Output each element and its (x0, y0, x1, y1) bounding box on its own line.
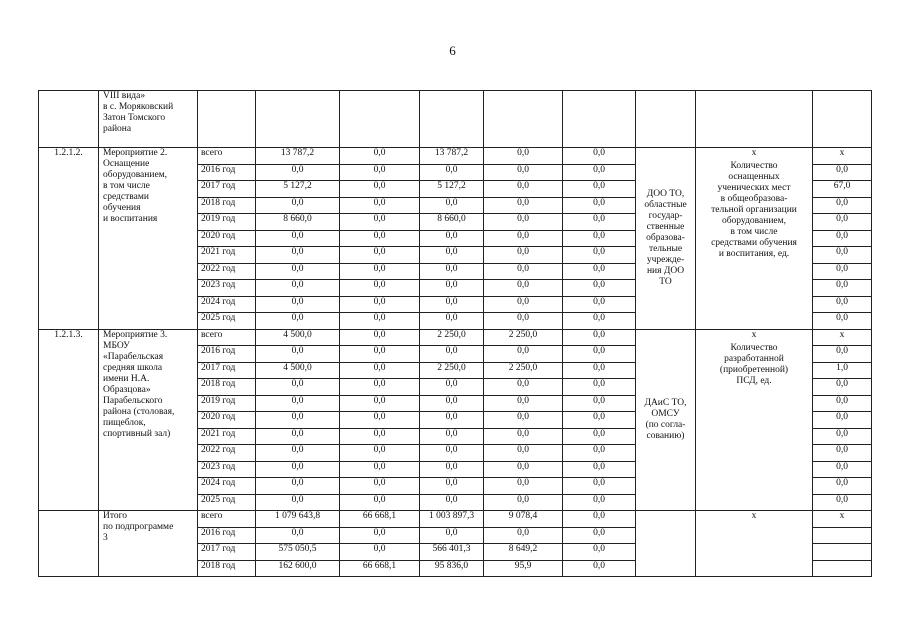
year-cell: всего (198, 148, 256, 165)
local-cell: 0,0 (484, 230, 563, 247)
regional-cell: 8 660,0 (420, 214, 484, 231)
regional-cell: 95 836,0 (420, 560, 484, 577)
local-cell: 0,0 (484, 395, 563, 412)
empty-cell (696, 91, 813, 148)
indicator-value: х (813, 329, 872, 346)
indicator-cell (696, 511, 813, 577)
year-cell: 2022 год (198, 263, 256, 280)
extra-cell: 0,0 (563, 181, 636, 198)
extra-cell: 0,0 (563, 214, 636, 231)
total-cell: 4 500,0 (256, 329, 340, 346)
regional-cell: 13 787,2 (420, 148, 484, 165)
local-cell: 0,0 (484, 296, 563, 313)
table-row (39, 91, 872, 148)
local-cell: 8 649,2 (484, 544, 563, 561)
federal-cell: 0,0 (340, 527, 420, 544)
total-cell: 0,0 (256, 230, 340, 247)
regional-cell: 566 401,3 (420, 544, 484, 561)
indicator-value: х (813, 511, 872, 528)
local-cell: 0,0 (484, 346, 563, 363)
total-cell: 0,0 (256, 445, 340, 462)
executor-cell (636, 511, 696, 577)
year-cell: 2020 год (198, 412, 256, 429)
regional-cell: 0,0 (420, 445, 484, 462)
federal-cell: 0,0 (340, 280, 420, 297)
indicator-value: 0,0 (813, 461, 872, 478)
local-cell: 0,0 (484, 164, 563, 181)
local-cell: 0,0 (484, 247, 563, 264)
program-table (38, 90, 872, 577)
year-cell: 2025 год (198, 494, 256, 511)
regional-cell: 5 127,2 (420, 181, 484, 198)
total-cell: 8 660,0 (256, 214, 340, 231)
local-cell: 95,9 (484, 560, 563, 577)
extra-cell: 0,0 (563, 296, 636, 313)
year-cell: 2023 год (198, 461, 256, 478)
regional-cell: 0,0 (420, 412, 484, 429)
empty-cell (198, 91, 256, 148)
total-cell: 0,0 (256, 395, 340, 412)
extra-cell: 0,0 (563, 461, 636, 478)
local-cell: 0,0 (484, 313, 563, 330)
total-cell: 575 050,5 (256, 544, 340, 561)
total-cell: 0,0 (256, 527, 340, 544)
extra-cell: 0,0 (563, 346, 636, 363)
local-cell: 0,0 (484, 445, 563, 462)
activity-code: 1.2.1.3. (39, 329, 99, 511)
extra-cell: 0,0 (563, 329, 636, 346)
extra-cell: 0,0 (563, 313, 636, 330)
year-cell: 2017 год (198, 181, 256, 198)
year-cell: 2018 год (198, 560, 256, 577)
regional-cell: 0,0 (420, 461, 484, 478)
federal-cell: 66 668,1 (340, 560, 420, 577)
indicator-value: 0,0 (813, 230, 872, 247)
total-cell: 0,0 (256, 461, 340, 478)
year-cell: 2016 год (198, 346, 256, 363)
local-cell: 0,0 (484, 197, 563, 214)
total-cell: 1 079 643,8 (256, 511, 340, 528)
regional-cell: 0,0 (420, 313, 484, 330)
indicator-value (813, 544, 872, 561)
extra-cell: 0,0 (563, 445, 636, 462)
local-cell: 0,0 (484, 527, 563, 544)
federal-cell: 0,0 (340, 346, 420, 363)
local-cell: 0,0 (484, 148, 563, 165)
local-cell: 0,0 (484, 214, 563, 231)
activity-name-cell: VIII вида» в с. Моряковский Затон Томского района (99, 91, 198, 148)
local-cell: 0,0 (484, 263, 563, 280)
total-cell: 0,0 (256, 494, 340, 511)
indicator-x: х (751, 329, 757, 340)
regional-cell: 2 250,0 (420, 329, 484, 346)
federal-cell: 0,0 (340, 412, 420, 429)
regional-cell: 2 250,0 (420, 362, 484, 379)
year-cell: 2017 год (198, 544, 256, 561)
indicator-value: 0,0 (813, 395, 872, 412)
federal-cell: 0,0 (340, 214, 420, 231)
federal-cell: 0,0 (340, 379, 420, 396)
local-cell: 0,0 (484, 428, 563, 445)
year-cell: 2024 год (198, 478, 256, 495)
total-cell: 162 600,0 (256, 560, 340, 577)
activity-name: Мероприятие 2. Оснащение оборудованием, в том числе средствами обучения и воспитания (99, 148, 198, 330)
regional-cell: 0,0 (420, 494, 484, 511)
local-cell: 0,0 (484, 412, 563, 429)
regional-cell: 0,0 (420, 164, 484, 181)
total-cell: 0,0 (256, 247, 340, 264)
year-cell: 2021 год (198, 428, 256, 445)
regional-cell: 0,0 (420, 263, 484, 280)
empty-cell (813, 91, 872, 148)
federal-cell: 0,0 (340, 296, 420, 313)
table-row (39, 148, 872, 165)
total-cell: 0,0 (256, 428, 340, 445)
total-cell: 0,0 (256, 263, 340, 280)
federal-cell: 0,0 (340, 247, 420, 264)
total-cell: 0,0 (256, 296, 340, 313)
federal-cell: 0,0 (340, 197, 420, 214)
table-row (39, 511, 872, 528)
total-cell: 0,0 (256, 478, 340, 495)
regional-cell: 0,0 (420, 379, 484, 396)
indicator-cell (696, 148, 813, 330)
total-cell: 0,0 (256, 346, 340, 363)
extra-cell: 0,0 (563, 247, 636, 264)
federal-cell: 0,0 (340, 461, 420, 478)
extra-cell: 0,0 (563, 395, 636, 412)
empty-cell (340, 91, 420, 148)
extra-cell: 0,0 (563, 230, 636, 247)
indicator-value: 0,0 (813, 214, 872, 231)
indicator-value: 0,0 (813, 197, 872, 214)
regional-cell: 0,0 (420, 230, 484, 247)
regional-cell: 0,0 (420, 280, 484, 297)
year-cell: 2020 год (198, 230, 256, 247)
indicator-value: 0,0 (813, 412, 872, 429)
local-cell: 2 250,0 (484, 329, 563, 346)
indicator-value: 0,0 (813, 346, 872, 363)
year-cell: 2021 год (198, 247, 256, 264)
indicator-value: 1,0 (813, 362, 872, 379)
indicator-value (813, 560, 872, 577)
year-cell: 2019 год (198, 395, 256, 412)
table-row (39, 329, 872, 346)
local-cell: 0,0 (484, 461, 563, 478)
year-cell: 2016 год (198, 527, 256, 544)
activity-name: Мероприятие 3. МБОУ «Парабельская средняя школа имени Н.А. Образцова» Парабельского района (столовая, пищеблок, спортивный зал) (99, 329, 198, 511)
activity-code (39, 511, 99, 577)
empty-cell (256, 91, 340, 148)
empty-cell (420, 91, 484, 148)
total-cell: 0,0 (256, 197, 340, 214)
total-cell: 0,0 (256, 280, 340, 297)
federal-cell: 0,0 (340, 395, 420, 412)
local-cell: 0,0 (484, 181, 563, 198)
year-cell: 2022 год (198, 445, 256, 462)
indicator-value: 0,0 (813, 428, 872, 445)
federal-cell: 0,0 (340, 494, 420, 511)
local-cell: 9 078,4 (484, 511, 563, 528)
regional-cell: 0,0 (420, 428, 484, 445)
year-cell: 2018 год (198, 197, 256, 214)
regional-cell: 0,0 (420, 346, 484, 363)
regional-cell: 0,0 (420, 478, 484, 495)
indicator-value: 0,0 (813, 280, 872, 297)
empty-cell (636, 91, 696, 148)
local-cell: 0,0 (484, 478, 563, 495)
total-cell: 0,0 (256, 313, 340, 330)
indicator-value: 0,0 (813, 296, 872, 313)
federal-cell: 0,0 (340, 230, 420, 247)
indicator-value (813, 527, 872, 544)
extra-cell: 0,0 (563, 412, 636, 429)
extra-cell: 0,0 (563, 148, 636, 165)
executor-cell: ДОО ТО, областные государ- ственные образова- тельные учрежде- ния ДОО ТО (636, 148, 696, 330)
indicator-value: 67,0 (813, 181, 872, 198)
total-cell: 5 127,2 (256, 181, 340, 198)
extra-cell: 0,0 (563, 527, 636, 544)
federal-cell: 0,0 (340, 313, 420, 330)
indicator-value: 0,0 (813, 247, 872, 264)
local-cell: 0,0 (484, 494, 563, 511)
year-cell: 2025 год (198, 313, 256, 330)
local-cell: 0,0 (484, 379, 563, 396)
total-cell: 13 787,2 (256, 148, 340, 165)
extra-cell: 0,0 (563, 164, 636, 181)
indicator-value: 0,0 (813, 164, 872, 181)
empty-cell (484, 91, 563, 148)
total-cell: 0,0 (256, 164, 340, 181)
extra-cell: 0,0 (563, 280, 636, 297)
federal-cell: 0,0 (340, 445, 420, 462)
regional-cell: 0,0 (420, 247, 484, 264)
extra-cell: 0,0 (563, 478, 636, 495)
extra-cell: 0,0 (563, 494, 636, 511)
extra-cell: 0,0 (563, 511, 636, 528)
federal-cell: 0,0 (340, 329, 420, 346)
indicator-text: Количество разработанной (приобретенной) ПСД, ед. (719, 342, 789, 386)
regional-cell: 0,0 (420, 296, 484, 313)
federal-cell: 0,0 (340, 164, 420, 181)
code-cell (39, 91, 99, 148)
activity-code: 1.2.1.2. (39, 148, 99, 330)
indicator-text: Количество оснащенных ученических мест в общеобразова- тельной организации оборудованием, в том числе средствами обучения и воспитания, ед. (711, 161, 797, 259)
year-cell: 2023 год (198, 280, 256, 297)
indicator-value: 0,0 (813, 263, 872, 280)
regional-cell: 0,0 (420, 395, 484, 412)
total-cell: 4 500,0 (256, 362, 340, 379)
regional-cell: 1 003 897,3 (420, 511, 484, 528)
federal-cell: 0,0 (340, 148, 420, 165)
extra-cell: 0,0 (563, 544, 636, 561)
total-cell: 0,0 (256, 412, 340, 429)
local-cell: 2 250,0 (484, 362, 563, 379)
extra-cell: 0,0 (563, 362, 636, 379)
indicator-value: 0,0 (813, 379, 872, 396)
extra-cell: 0,0 (563, 428, 636, 445)
total-cell: 0,0 (256, 379, 340, 396)
extra-cell: 0,0 (563, 263, 636, 280)
local-cell: 0,0 (484, 280, 563, 297)
year-cell: всего (198, 329, 256, 346)
empty-cell (563, 91, 636, 148)
indicator-value: х (813, 148, 872, 165)
federal-cell: 0,0 (340, 362, 420, 379)
federal-cell: 0,0 (340, 478, 420, 495)
indicator-value: 0,0 (813, 478, 872, 495)
extra-cell: 0,0 (563, 379, 636, 396)
extra-cell: 0,0 (563, 197, 636, 214)
year-cell: 2024 год (198, 296, 256, 313)
page-number: 6 (449, 43, 456, 58)
indicator-value: 0,0 (813, 494, 872, 511)
extra-cell: 0,0 (563, 560, 636, 577)
year-cell: всего (198, 511, 256, 528)
federal-cell: 66 668,1 (340, 511, 420, 528)
executor-cell: ДАиС ТО, ОМСУ (по согла- сованию) (636, 329, 696, 511)
federal-cell: 0,0 (340, 181, 420, 198)
federal-cell: 0,0 (340, 263, 420, 280)
indicator-value: 0,0 (813, 313, 872, 330)
indicator-value: 0,0 (813, 445, 872, 462)
federal-cell: 0,0 (340, 544, 420, 561)
indicator-x: х (751, 148, 757, 158)
federal-cell: 0,0 (340, 428, 420, 445)
year-cell: 2017 год (198, 362, 256, 379)
year-cell: 2018 год (198, 379, 256, 396)
year-cell: 2016 год (198, 164, 256, 181)
activity-name: Итого по подпрограмме 3 (99, 511, 198, 577)
year-cell: 2019 год (198, 214, 256, 231)
regional-cell: 0,0 (420, 527, 484, 544)
indicator-x: х (751, 511, 757, 521)
indicator-cell (696, 329, 813, 511)
regional-cell: 0,0 (420, 197, 484, 214)
